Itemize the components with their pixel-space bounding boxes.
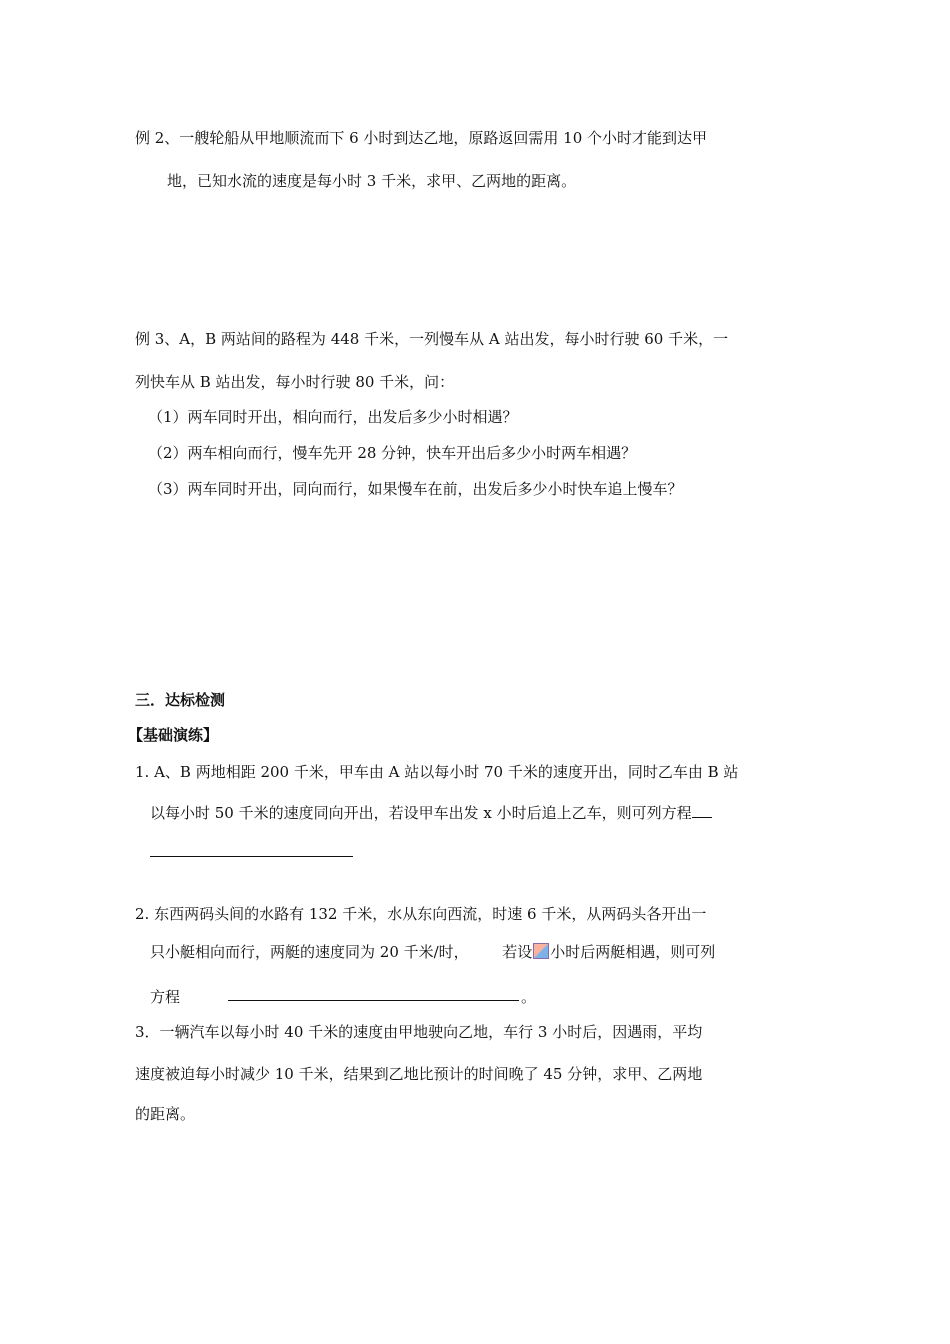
- problem2-line2b: 若设: [502, 943, 533, 961]
- problem3-line1: 3．一辆汽车以每小时 40 千米的速度由甲地驶向乙地，车行 3 小时后，因遇雨，平均: [135, 1023, 703, 1041]
- problem2-line2-wrap: [150, 942, 715, 962]
- example2-line1: 例 2、一艘轮船从甲地顺流而下 6 小时到达乙地，原路返回需用 10 个小时才能到达甲: [135, 129, 708, 147]
- answer-blank-line[interactable]: [150, 856, 353, 857]
- problem2-line2c: 小时后两艇相遇，则可列: [550, 943, 716, 961]
- problem2-line2a: 只小艇相向而行，两艇的速度同为 20 千米/时，: [150, 943, 469, 961]
- section-subtitle: 【基础演练】: [128, 726, 219, 744]
- problem1-line2-wrap: [150, 803, 712, 823]
- answer-blank[interactable]: [692, 803, 712, 818]
- problem2-line3a: 方程: [150, 988, 181, 1006]
- example3-line1: 例 3、A，B 两站间的路程为 448 千米，一列慢车从 A 站出发，每小时行驶 60 千米，一: [135, 330, 729, 348]
- problem3-line3: 的距离。: [135, 1105, 196, 1123]
- example3-question1: （1）两车同时开出，相向而行，出发后多少小时相遇？: [148, 408, 518, 426]
- problem2-line1: 2. 东西两码头间的水路有 132 千米，水从东向西流，时速 6 千米，从两码头各开出一: [135, 905, 707, 923]
- example3-line2: 列快车从 B 站出发，每小时行驶 80 千米，问：: [135, 373, 455, 391]
- problem1-line1: 1. A、B 两地相距 200 千米，甲车由 A 站以每小时 70 千米的速度开出，同时乙车由 B 站: [135, 763, 739, 781]
- example2-line2: 地，已知水流的速度是每小时 3 千米，求甲、乙两地的距离。: [167, 172, 577, 190]
- problem2-line3b: 。: [521, 988, 537, 1006]
- example3-question3: （3）两车同时开出，同向而行，如果慢车在前，出发后多少小时快车追上慢车？: [148, 480, 683, 498]
- problem1-line2: 以每小时 50 千米的速度同向开出，若设甲车出发 x 小时后追上乙车，则可列方程: [150, 804, 692, 822]
- example3-question2: （2）两车相向而行，慢车先开 28 分钟，快车开出后多少小时两车相遇？: [148, 444, 637, 462]
- problem3-line2: 速度被迫每小时减少 10 千米，结果到乙地比预计的时间晚了 45 分钟，求甲、乙两地: [135, 1065, 703, 1083]
- problem2-line3-wrap: [150, 987, 180, 1007]
- section-title: 三．达标检测: [135, 691, 226, 709]
- answer-blank-line-2[interactable]: [228, 1000, 519, 1001]
- variable-image-icon: [533, 943, 549, 959]
